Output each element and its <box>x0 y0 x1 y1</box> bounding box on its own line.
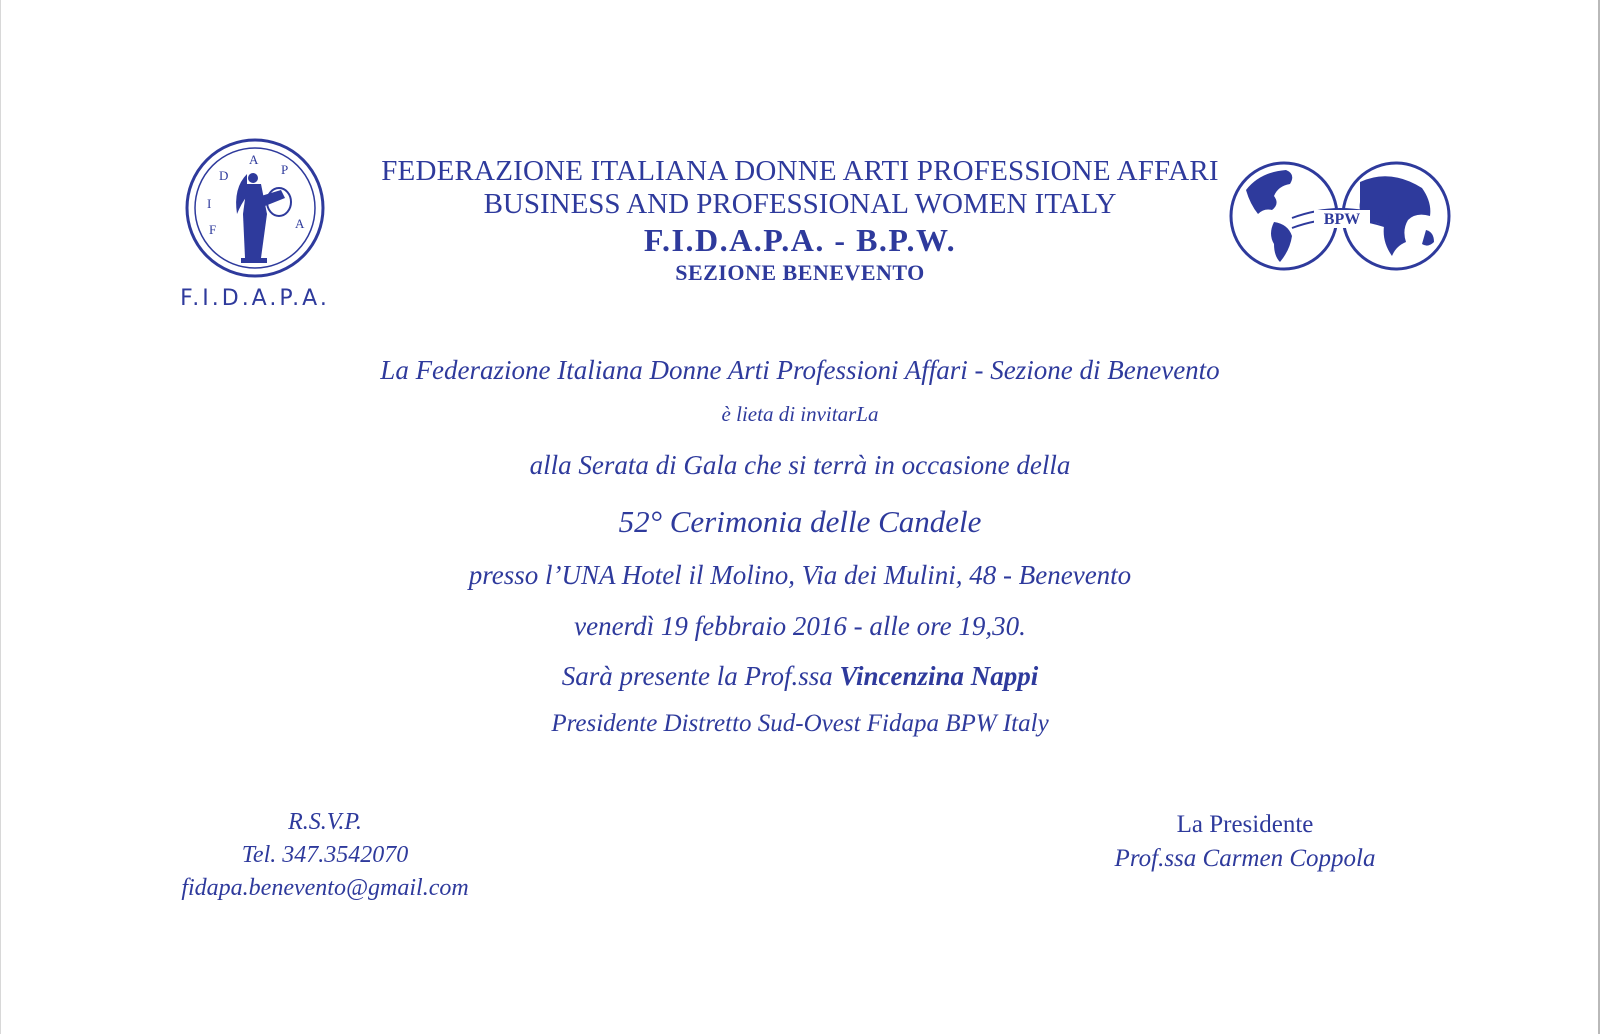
bpw-globes-icon <box>1228 160 1454 272</box>
seal-letter: A <box>249 152 259 167</box>
invitation-line-2: è lieta di invitarLa <box>721 402 879 426</box>
header-line-1: FEDERAZIONE ITALIANA DONNE ARTI PROFESSIONE AFFARI <box>381 155 1219 187</box>
fidapa-seal-icon <box>183 136 327 280</box>
rsvp-block <box>160 806 490 905</box>
bpw-label: BPW <box>1323 211 1361 228</box>
invitation-line-1: La Federazione Italiana Donne Arti Professioni Affari - Sezione di Benevento <box>380 355 1220 385</box>
header-line-3: F.I.D.A.P.A. - B.P.W. <box>643 222 957 258</box>
seal-letter: D <box>219 168 229 183</box>
event-title: 52° Cerimonia delle Candele <box>618 504 982 539</box>
left-edge <box>0 0 1 1034</box>
event-date: venerdì 19 febbraio 2016 - alle ore 19,30. <box>574 611 1026 641</box>
seal-letter: A <box>295 216 305 231</box>
rsvp-email: fidapa.benevento@gmail.com <box>181 875 469 901</box>
seal-letter: I <box>207 196 212 211</box>
seal-letter: P <box>281 162 289 177</box>
rsvp-label: R.S.V.P. <box>288 809 362 835</box>
bpw-logo <box>1228 160 1454 276</box>
header-line-2: BUSINESS AND PROFESSIONAL WOMEN ITALY <box>483 188 1117 220</box>
invitation-body <box>300 352 1300 740</box>
guest-line <box>300 658 1300 694</box>
event-venue: presso l’UNA Hotel il Molino, Via dei Mulini, 48 - Benevento <box>468 560 1132 590</box>
guest-prefix: Sarà presente la Prof.ssa <box>561 661 840 691</box>
signature-name: Prof.ssa Carmen Coppola <box>1114 845 1376 872</box>
header-line-4: SEZIONE BENEVENTO <box>675 260 925 285</box>
signature-role: La Presidente <box>1176 811 1314 838</box>
guest-role: Presidente Distretto Sud-Ovest Fidapa BPW Italy <box>551 710 1049 737</box>
header <box>360 154 1240 286</box>
invitation-line-3: alla Serata di Gala che si terrà in occasione della <box>529 450 1071 480</box>
rsvp-phone: Tel. 347.3542070 <box>241 842 409 868</box>
fidapa-caption: F.I.D.A.P.A. <box>180 286 330 311</box>
winged-figure-icon <box>236 173 291 263</box>
seal-letter: F <box>209 222 217 237</box>
guest-name: Vincenzina Nappi <box>839 661 1039 691</box>
signature-block <box>1080 808 1410 876</box>
fidapa-logo <box>175 136 335 311</box>
